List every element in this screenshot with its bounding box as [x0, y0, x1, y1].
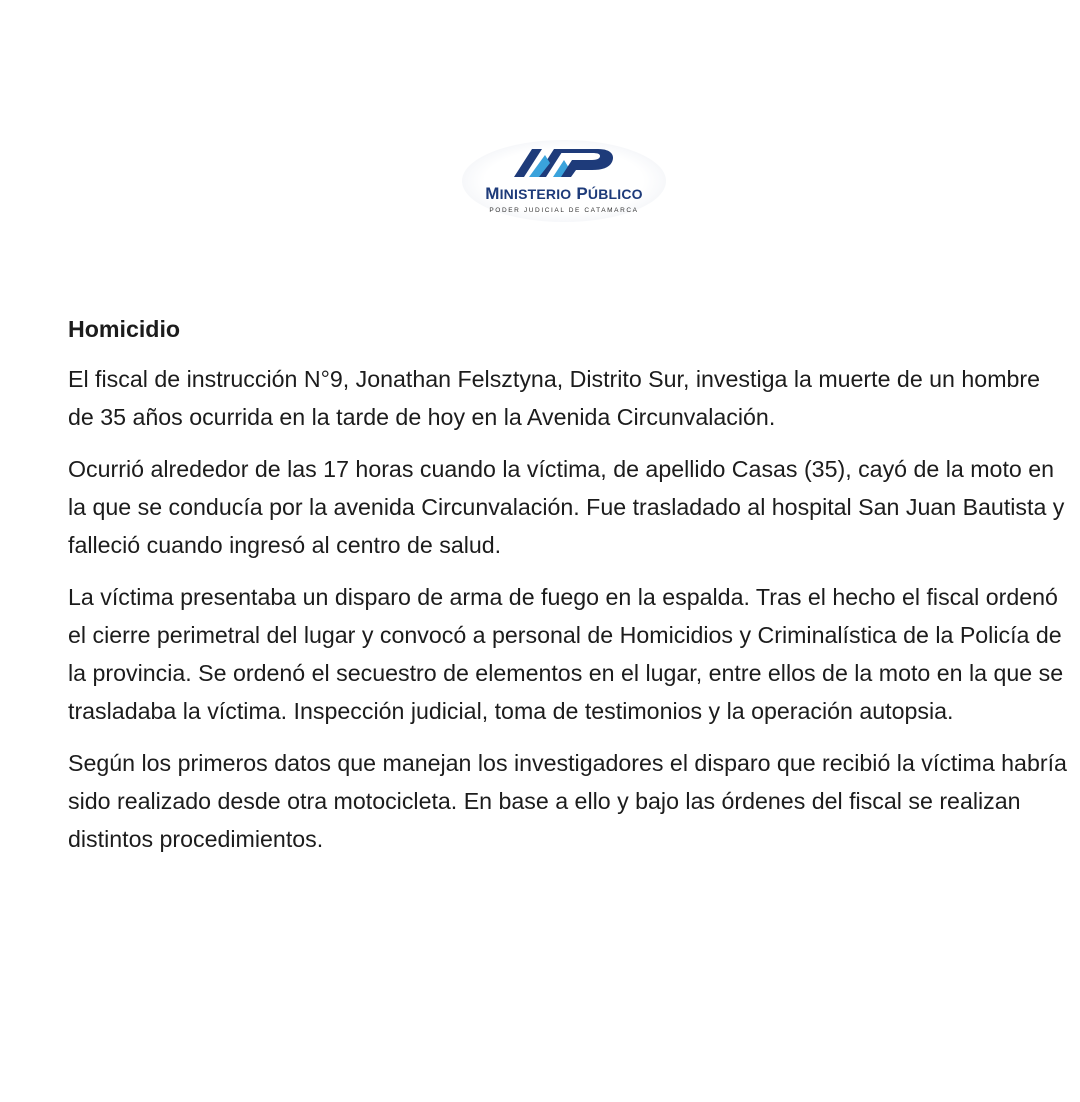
ministerio-publico-logo: [462, 140, 666, 222]
logo-title: MINISTERIO PÚBLICO: [485, 184, 643, 203]
article-headline: Homicidio: [68, 316, 181, 342]
mp-logo-icon: [512, 146, 618, 178]
article-paragraph-4: Según los primeros datos que manejan los investigadores el disparo que recibió la víctima habría sido realizado desde otra motocicleta. En base a ello y bajo las órdenes del fiscal se realizan distintos procedimientos.: [68, 750, 1067, 852]
article-paragraph-2: Ocurrió alrededor de las 17 horas cuando la víctima, de apellido Casas (35), cayó de la moto en la que se conducía por la avenida Circunvalación. Fue trasladado al hospital San Juan Bautista y falleció cuando ingresó al centro de salud.: [68, 456, 1065, 558]
article-paragraph-3: La víctima presentaba un disparo de arma de fuego en la espalda. Tras el hecho el fiscal ordenó el cierre perimetral del lugar y convocó a personal de Homicidios y Criminalística de la Policía de la provincia. Se ordenó el secuestro de elementos en el lugar, entre ellos de la moto en la que se trasladaba la víctima. Inspección judicial, toma de testimonios y la operación autopsia.: [68, 584, 1064, 724]
logo-subtitle: PODER JUDICIAL DE CATAMARCA: [489, 207, 639, 214]
news-article: [68, 310, 1068, 872]
article-paragraph-1: El fiscal de instrucción N°9, Jonathan Felsztyna, Distrito Sur, investiga la muerte de un hombre de 35 años ocurrida en la tarde de hoy en la Avenida Circunvalación.: [68, 366, 1041, 430]
